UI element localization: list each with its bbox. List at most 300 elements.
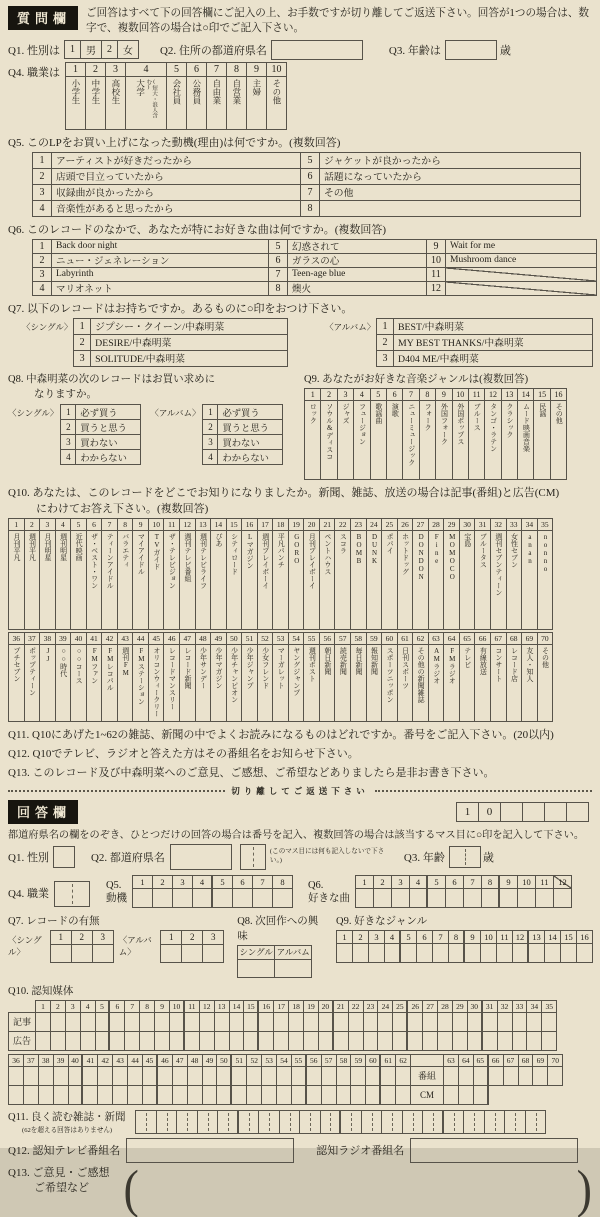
a10-ad-cell[interactable] <box>68 1085 84 1105</box>
a10-ad-cell[interactable] <box>8 1085 24 1105</box>
q4-job-cell: その他 <box>266 76 287 130</box>
a3-age-box[interactable] <box>449 846 481 868</box>
a10-ad-cell[interactable] <box>172 1085 188 1105</box>
a10-ad-cell[interactable] <box>127 1085 143 1105</box>
a10-article-cell[interactable] <box>38 1066 54 1086</box>
a11-answer-cell[interactable] <box>197 1110 219 1134</box>
a11-answer-cell[interactable] <box>381 1110 403 1134</box>
a10-ad-cell[interactable] <box>202 1085 218 1105</box>
a11-answer-cell[interactable] <box>340 1110 362 1134</box>
a6-answer-cell[interactable] <box>553 888 572 908</box>
a10-article-cell[interactable] <box>336 1066 352 1086</box>
a12-row <box>8 1138 592 1163</box>
a10-number: 40 <box>68 1054 84 1067</box>
a10-article-cell[interactable] <box>512 1012 528 1032</box>
a10-ad-cell[interactable] <box>348 1031 364 1051</box>
a10-article-cell[interactable] <box>380 1066 396 1086</box>
a10-article-cell[interactable] <box>216 1066 232 1086</box>
a10-ad-cell[interactable] <box>276 1085 292 1105</box>
a10-ad-cell[interactable] <box>216 1085 232 1105</box>
a6-number: 10 <box>517 875 536 889</box>
a10-answer-cell[interactable] <box>547 1066 563 1086</box>
code-cell[interactable] <box>522 802 545 822</box>
a10-ad-cell[interactable] <box>273 1031 289 1051</box>
a10-label: Q10. 認知媒体 <box>8 985 74 997</box>
a10-ad-cell[interactable] <box>452 1031 468 1051</box>
a10-article-cell[interactable] <box>68 1066 84 1086</box>
a11-answer-cell[interactable] <box>156 1110 178 1134</box>
a10-ad-cell[interactable] <box>392 1031 408 1051</box>
a10-number: 56 <box>306 1054 322 1067</box>
q10-media-cell: その他 <box>537 644 554 722</box>
a10-ad-cell[interactable] <box>380 1085 396 1105</box>
a10-article-cell[interactable] <box>392 1012 408 1032</box>
a7-answer-cell[interactable] <box>50 944 72 963</box>
a10-article-cell[interactable] <box>124 1012 140 1032</box>
a10-answer-cell[interactable] <box>503 1066 519 1086</box>
a10-article-cell[interactable] <box>97 1066 113 1086</box>
q7-album-label: 〈アルバム〉 <box>325 321 376 332</box>
a10-ad-cell[interactable] <box>321 1085 337 1105</box>
a10-article-cell[interactable] <box>8 1066 24 1086</box>
q10-media-number: 57 <box>334 632 351 645</box>
a10-ad-cell[interactable] <box>333 1031 349 1051</box>
a6-answer-cell[interactable] <box>517 888 536 908</box>
a9-answer-cell[interactable] <box>528 943 545 963</box>
q10-media-cell: 少年マガジン <box>210 644 227 722</box>
a10-ad-cell[interactable] <box>407 1031 423 1051</box>
a10-article-cell[interactable] <box>112 1066 128 1086</box>
q10-media-number: 47 <box>179 632 196 645</box>
a11-answer-cell[interactable] <box>176 1110 198 1134</box>
a10-number: 16 <box>258 1000 274 1013</box>
a10-ad-cell[interactable] <box>526 1031 542 1051</box>
a7-answer-cell[interactable] <box>202 944 224 963</box>
q4-number: 9 <box>246 62 267 77</box>
a10-article-cell[interactable] <box>467 1012 483 1032</box>
a10-ad-cell[interactable] <box>467 1031 483 1051</box>
a10-article-cell[interactable] <box>365 1066 381 1086</box>
code-cell[interactable]: 1 <box>456 802 479 822</box>
a10-ad-cell[interactable] <box>214 1031 230 1051</box>
q8-option-number: 1 <box>60 404 76 420</box>
q10-media-cell: ヤングジャンプ <box>288 644 305 722</box>
a9-answer-cell[interactable] <box>512 943 529 963</box>
q1-label: Q1. 性別は <box>8 44 60 57</box>
a9-answer-cell[interactable] <box>560 943 577 963</box>
a10-cm-cell[interactable] <box>473 1085 489 1105</box>
q9-genre-cell: 歌謡曲 <box>370 400 387 480</box>
a5-answer-cell[interactable] <box>172 888 193 908</box>
a10-article-cell[interactable] <box>246 1066 262 1086</box>
cut-dots-left <box>8 790 225 792</box>
a10-ad-cell[interactable] <box>350 1085 366 1105</box>
a10-article-cell[interactable] <box>139 1012 155 1032</box>
q7-block <box>8 300 592 367</box>
a10-ad-cell[interactable] <box>157 1085 173 1105</box>
a10-article-cell[interactable] <box>82 1066 98 1086</box>
a10-ad-cell[interactable] <box>336 1085 352 1105</box>
a10-number: 70 <box>547 1054 563 1067</box>
a10-ad-cell[interactable] <box>512 1031 528 1051</box>
a11-note: (62を超える回答はありません) <box>22 1126 113 1134</box>
a10-cm-cell[interactable] <box>458 1085 474 1105</box>
a11-answer-cell[interactable] <box>361 1110 383 1134</box>
q13-text: Q13. このレコード及び中森明菜へのご意見、ご感想、ご希望などありましたら是非お書き下さい。 <box>8 766 495 779</box>
a9-answer-cell[interactable] <box>368 943 385 963</box>
a10-article-cell[interactable] <box>199 1012 215 1032</box>
a11-answer-cell[interactable] <box>135 1110 157 1134</box>
a10-article-cell[interactable] <box>291 1066 307 1086</box>
a10-ad-cell[interactable] <box>246 1085 262 1105</box>
a10-ad-cell[interactable] <box>437 1031 453 1051</box>
code-cell[interactable]: 0 <box>478 802 501 822</box>
a10-number: 25 <box>392 1000 408 1013</box>
a10-ad-cell[interactable] <box>199 1031 215 1051</box>
a10-ad-cell[interactable] <box>231 1085 247 1105</box>
a10-ad-cell[interactable] <box>395 1085 411 1105</box>
question-header-row <box>8 6 592 37</box>
a9-answer-cell[interactable] <box>336 943 353 963</box>
a9-answer-cell[interactable] <box>544 943 561 963</box>
q6-song-title: Wait for me <box>445 239 597 254</box>
a10-ad-cell[interactable] <box>187 1085 203 1105</box>
q11-text: Q11. Q10にあげた1~62の雑誌、新聞の中でよくお読みになるものはどれですか。番号をご記入下さい。(20以内) <box>8 728 554 741</box>
a10-article-cell[interactable] <box>333 1012 349 1032</box>
a7-answer-cell[interactable] <box>71 944 93 963</box>
a9-answer-cell[interactable] <box>416 943 433 963</box>
a10-number: 44 <box>127 1054 143 1067</box>
a9-answer-cell[interactable] <box>576 943 593 963</box>
a10-number: 17 <box>273 1000 289 1013</box>
q1-q3-row <box>8 40 592 60</box>
a10-bangumi-cell[interactable] <box>473 1066 489 1086</box>
q10-media-number: 23 <box>350 518 367 531</box>
q4-job-cell: 公務員 <box>186 76 207 130</box>
q9-number: 10 <box>452 388 469 401</box>
a10-article-cell[interactable] <box>497 1012 513 1032</box>
a10-ad-cell[interactable] <box>35 1031 51 1051</box>
q6-song-number: 2 <box>32 253 52 268</box>
a11-answer-cell[interactable] <box>320 1110 342 1134</box>
a10-ad-cell[interactable] <box>124 1031 140 1051</box>
q10-media-cell: FMステーション <box>132 644 149 722</box>
a11-answer-cell[interactable] <box>402 1110 424 1134</box>
code-cell[interactable] <box>544 802 567 822</box>
a10-ad-cell[interactable] <box>497 1031 513 1051</box>
q5-option-number: 7 <box>300 184 320 201</box>
q10-media-cell: 週刊平凡 <box>24 530 41 630</box>
a10-ad-cell[interactable] <box>541 1031 557 1051</box>
a10-row-label: 広告 <box>8 1031 36 1051</box>
a10-ad-cell[interactable] <box>139 1031 155 1051</box>
a10-article-cell[interactable] <box>363 1012 379 1032</box>
a10-article-cell[interactable] <box>350 1066 366 1086</box>
q10-media-cell: その他の新聞雑誌 <box>412 644 429 722</box>
a10-number: 35 <box>541 1000 557 1013</box>
a10-article-cell[interactable] <box>65 1012 81 1032</box>
a10-article-cell[interactable] <box>53 1066 69 1086</box>
a9-answer-cell[interactable] <box>384 943 401 963</box>
code-cell[interactable] <box>566 802 589 822</box>
a10-ad-cell[interactable] <box>38 1085 54 1105</box>
a10-number: 14 <box>229 1000 245 1013</box>
a10-bangumi-cell[interactable] <box>458 1066 474 1086</box>
a11-answer-cell[interactable] <box>443 1110 465 1134</box>
a11-answer-cell[interactable] <box>422 1110 444 1134</box>
q8-option-text: 必ず買う <box>75 404 141 420</box>
a10-ad-cell[interactable] <box>82 1085 98 1105</box>
a9-answer-cell[interactable] <box>400 943 417 963</box>
a10-ad-cell[interactable] <box>95 1031 111 1051</box>
a10-ad-cell[interactable] <box>50 1031 66 1051</box>
a10-answer-cell[interactable] <box>518 1066 534 1086</box>
a10-ad-cell[interactable] <box>243 1031 259 1051</box>
a7-block <box>8 913 223 963</box>
q4-job-cell: 自由業 <box>206 76 227 130</box>
a11-answer-cell[interactable] <box>279 1110 301 1134</box>
q4-number: 7 <box>206 62 227 77</box>
a9-answer-cell[interactable] <box>448 943 465 963</box>
a11-answer-cell[interactable] <box>238 1110 260 1134</box>
a10-ad-cell[interactable] <box>142 1085 158 1105</box>
a6-answer-cell[interactable] <box>355 888 374 908</box>
a10-article-cell[interactable] <box>80 1012 96 1032</box>
a9-number: 15 <box>560 930 577 944</box>
q7-record-title: BEST/中森明菜 <box>393 318 593 335</box>
a5-answer-cell[interactable] <box>232 888 253 908</box>
a8-header: アルバム <box>274 945 312 960</box>
a5-answer-cell[interactable] <box>192 888 213 908</box>
a10-article-cell[interactable] <box>273 1012 289 1032</box>
a10-article-cell[interactable] <box>395 1066 411 1086</box>
a9-number: 2 <box>352 930 369 944</box>
a10-article-cell[interactable] <box>243 1012 259 1032</box>
a12-tv-label: Q12. 認知テレビ番組名 <box>8 1145 121 1158</box>
q9-genre-cell: 演歌 <box>386 400 403 480</box>
q9-number: 7 <box>402 388 419 401</box>
a10-number: 60 <box>365 1054 381 1067</box>
a10-article-cell[interactable] <box>261 1066 277 1086</box>
a10-ad-cell[interactable] <box>261 1085 277 1105</box>
a5-answer-cell[interactable] <box>252 888 273 908</box>
a7-answer-cell[interactable] <box>92 944 114 963</box>
a4-occupation-box[interactable] <box>54 881 90 907</box>
q1-option-label: 女 <box>117 40 139 59</box>
a9-answer-cell[interactable] <box>496 943 513 963</box>
a10-article-cell[interactable] <box>526 1012 542 1032</box>
a10-article-cell[interactable] <box>50 1012 66 1032</box>
a10-empty <box>547 1085 563 1105</box>
a10-article-cell[interactable] <box>288 1012 304 1032</box>
a10-article-cell[interactable] <box>276 1066 292 1086</box>
a10-ad-cell[interactable] <box>80 1031 96 1051</box>
a10-article-cell[interactable] <box>169 1012 185 1032</box>
a6-answer-cell[interactable] <box>391 888 410 908</box>
a10-article-cell[interactable] <box>35 1012 51 1032</box>
a9-label: Q9. 好きなジャンル <box>336 915 428 927</box>
a10-article-cell[interactable] <box>214 1012 230 1032</box>
a10-ad-cell[interactable] <box>169 1031 185 1051</box>
a10-article-cell[interactable] <box>437 1012 453 1032</box>
a10-article-cell[interactable] <box>377 1012 393 1032</box>
q6-song-number: 11 <box>426 267 446 282</box>
a10-ad-cell[interactable] <box>184 1031 200 1051</box>
a2-prefecture-box[interactable] <box>170 844 232 870</box>
a10-article-cell[interactable] <box>187 1066 203 1086</box>
q10-media-cell: 少年サンデー <box>195 644 212 722</box>
q10-media-cell: FMレコパル <box>101 644 118 722</box>
a6-answer-cell[interactable] <box>373 888 392 908</box>
a8-answer-cell[interactable] <box>274 959 312 978</box>
q8-title-2: なりますか。 <box>34 388 97 400</box>
q10-media-number: 44 <box>132 632 149 645</box>
q10-media-number: 40 <box>70 632 87 645</box>
a10-article-cell[interactable] <box>229 1012 245 1032</box>
a10-article-cell[interactable] <box>23 1066 39 1086</box>
a6-answer-cell[interactable] <box>445 888 464 908</box>
a10-ad-cell[interactable] <box>258 1031 274 1051</box>
a12-radio-box[interactable] <box>410 1138 578 1163</box>
q9-title: Q9. あなたがお好きな音楽ジャンルは(複数回答) <box>304 373 529 385</box>
a6-answer-cell[interactable] <box>535 888 554 908</box>
a10-ad-cell[interactable] <box>303 1031 319 1051</box>
a10-ad-cell[interactable] <box>109 1031 125 1051</box>
a10-article-cell[interactable] <box>95 1012 111 1032</box>
a10-ad-cell[interactable] <box>154 1031 170 1051</box>
a10-ad-cell[interactable] <box>306 1085 322 1105</box>
a9-answer-cell[interactable] <box>464 943 481 963</box>
q6-song-title: マリオネット <box>51 281 269 296</box>
a6-answer-cell[interactable] <box>409 888 428 908</box>
a10-article-cell[interactable] <box>154 1012 170 1032</box>
a6-answer-cell[interactable] <box>427 888 446 908</box>
a6-answer-cell[interactable] <box>463 888 482 908</box>
a11-answer-cell[interactable] <box>258 1110 280 1134</box>
q9-number: 8 <box>419 388 436 401</box>
q6-title: Q6. このレコードのなかで、あなたが特にお好きな曲は何ですか。(複数回答) <box>8 223 387 236</box>
a9-answer-cell[interactable] <box>432 943 449 963</box>
a10-ad-cell[interactable] <box>318 1031 334 1051</box>
a11-answer-cell[interactable] <box>463 1110 485 1134</box>
a10-article-cell[interactable] <box>109 1012 125 1032</box>
q5-option-text <box>319 200 581 217</box>
a1-gender-box[interactable] <box>53 846 75 868</box>
a6-number: 12 <box>553 875 572 889</box>
a10-article-cell[interactable] <box>306 1066 322 1086</box>
a10-ad-cell[interactable] <box>112 1085 128 1105</box>
a10-ad-cell[interactable] <box>291 1085 307 1105</box>
q10-media-cell: 週刊プレイボーイ <box>257 530 274 630</box>
a5-answer-cell[interactable] <box>152 888 173 908</box>
a5-answer-cell[interactable] <box>132 888 153 908</box>
a10-bangumi-cell[interactable] <box>443 1066 459 1086</box>
a2-code-box[interactable] <box>240 844 266 870</box>
a10-article-cell[interactable] <box>142 1066 158 1086</box>
a10-ad-cell[interactable] <box>53 1085 69 1105</box>
a10-article-cell[interactable] <box>231 1066 247 1086</box>
a10-article-cell[interactable] <box>348 1012 364 1032</box>
a9-answer-cell[interactable] <box>480 943 497 963</box>
q10-media-number: 16 <box>241 518 258 531</box>
a6-answer-cell[interactable] <box>499 888 518 908</box>
a11-answer-cell[interactable] <box>525 1110 547 1134</box>
q10-media-cell: ポップティーン <box>24 644 41 722</box>
a5-answer-cell[interactable] <box>272 888 293 908</box>
a10-article-cell[interactable] <box>407 1012 423 1032</box>
q10-media-cell: 少年ジャンプ <box>241 644 258 722</box>
q5-option-text: 店頭で目立っていたから <box>51 168 301 185</box>
a10-ad-cell[interactable] <box>482 1031 498 1051</box>
q8-option-text: 買うと思う <box>75 419 141 435</box>
a6-answer-cell[interactable] <box>481 888 500 908</box>
a10-ad-cell[interactable] <box>365 1085 381 1105</box>
a10-article-cell[interactable] <box>127 1066 143 1086</box>
a10-article-cell[interactable] <box>184 1012 200 1032</box>
a10-number: 20 <box>318 1000 334 1013</box>
a13-freetext-area[interactable] <box>139 1166 577 1200</box>
q9-number: 15 <box>533 388 550 401</box>
a7-answer-cell[interactable] <box>160 944 182 963</box>
cut-line <box>8 785 592 797</box>
q10-media-cell: 月刊明星 <box>39 530 56 630</box>
a10-ad-cell[interactable] <box>23 1085 39 1105</box>
a10-answer-cell[interactable] <box>488 1066 504 1086</box>
q6-song-number: 4 <box>32 281 52 296</box>
a10-ad-cell[interactable] <box>363 1031 379 1051</box>
q10-media-number: 12 <box>179 518 196 531</box>
q10-media-cell: 読売新聞 <box>334 644 351 722</box>
a5-answer-cell[interactable] <box>212 888 233 908</box>
a10-number: 22 <box>348 1000 364 1013</box>
a10-answer-cell[interactable] <box>532 1066 548 1086</box>
a11-answer-cell[interactable] <box>484 1110 506 1134</box>
a10-ad-cell[interactable] <box>288 1031 304 1051</box>
a9-answer-cell[interactable] <box>352 943 369 963</box>
a10-article-cell[interactable] <box>318 1012 334 1032</box>
q6-song-number: 6 <box>268 253 288 268</box>
a11-answer-cell[interactable] <box>217 1110 239 1134</box>
a10-article-cell[interactable] <box>172 1066 188 1086</box>
a12-tv-box[interactable] <box>126 1138 294 1163</box>
a10-article-cell[interactable] <box>258 1012 274 1032</box>
q10-media-cell: DUNK <box>366 530 383 630</box>
a10-article-cell[interactable] <box>541 1012 557 1032</box>
a10-cm-cell[interactable] <box>443 1085 459 1105</box>
a10-article-cell[interactable] <box>452 1012 468 1032</box>
q10-media-number: 13 <box>195 518 212 531</box>
a7-answer-cell[interactable] <box>181 944 203 963</box>
a10-article-cell[interactable] <box>482 1012 498 1032</box>
a10-article-cell[interactable] <box>303 1012 319 1032</box>
q7-single-label: 〈シングル〉 <box>22 321 73 332</box>
a10-article-cell[interactable] <box>202 1066 218 1086</box>
a10-ad-cell[interactable] <box>229 1031 245 1051</box>
a10-ad-cell[interactable] <box>97 1085 113 1105</box>
a7-number: 2 <box>71 930 93 945</box>
code-cell[interactable] <box>500 802 523 822</box>
a11-answer-cell[interactable] <box>504 1110 526 1134</box>
a10-article-cell[interactable] <box>157 1066 173 1086</box>
a10-ad-cell[interactable] <box>422 1031 438 1051</box>
a10-article-cell[interactable] <box>321 1066 337 1086</box>
a10-ad-cell[interactable] <box>65 1031 81 1051</box>
a11-answer-cell[interactable] <box>299 1110 321 1134</box>
q10-media-number: 27 <box>412 518 429 531</box>
a8-answer-cell[interactable] <box>237 959 275 978</box>
a10-ad-cell[interactable] <box>377 1031 393 1051</box>
a10-article-cell[interactable] <box>422 1012 438 1032</box>
